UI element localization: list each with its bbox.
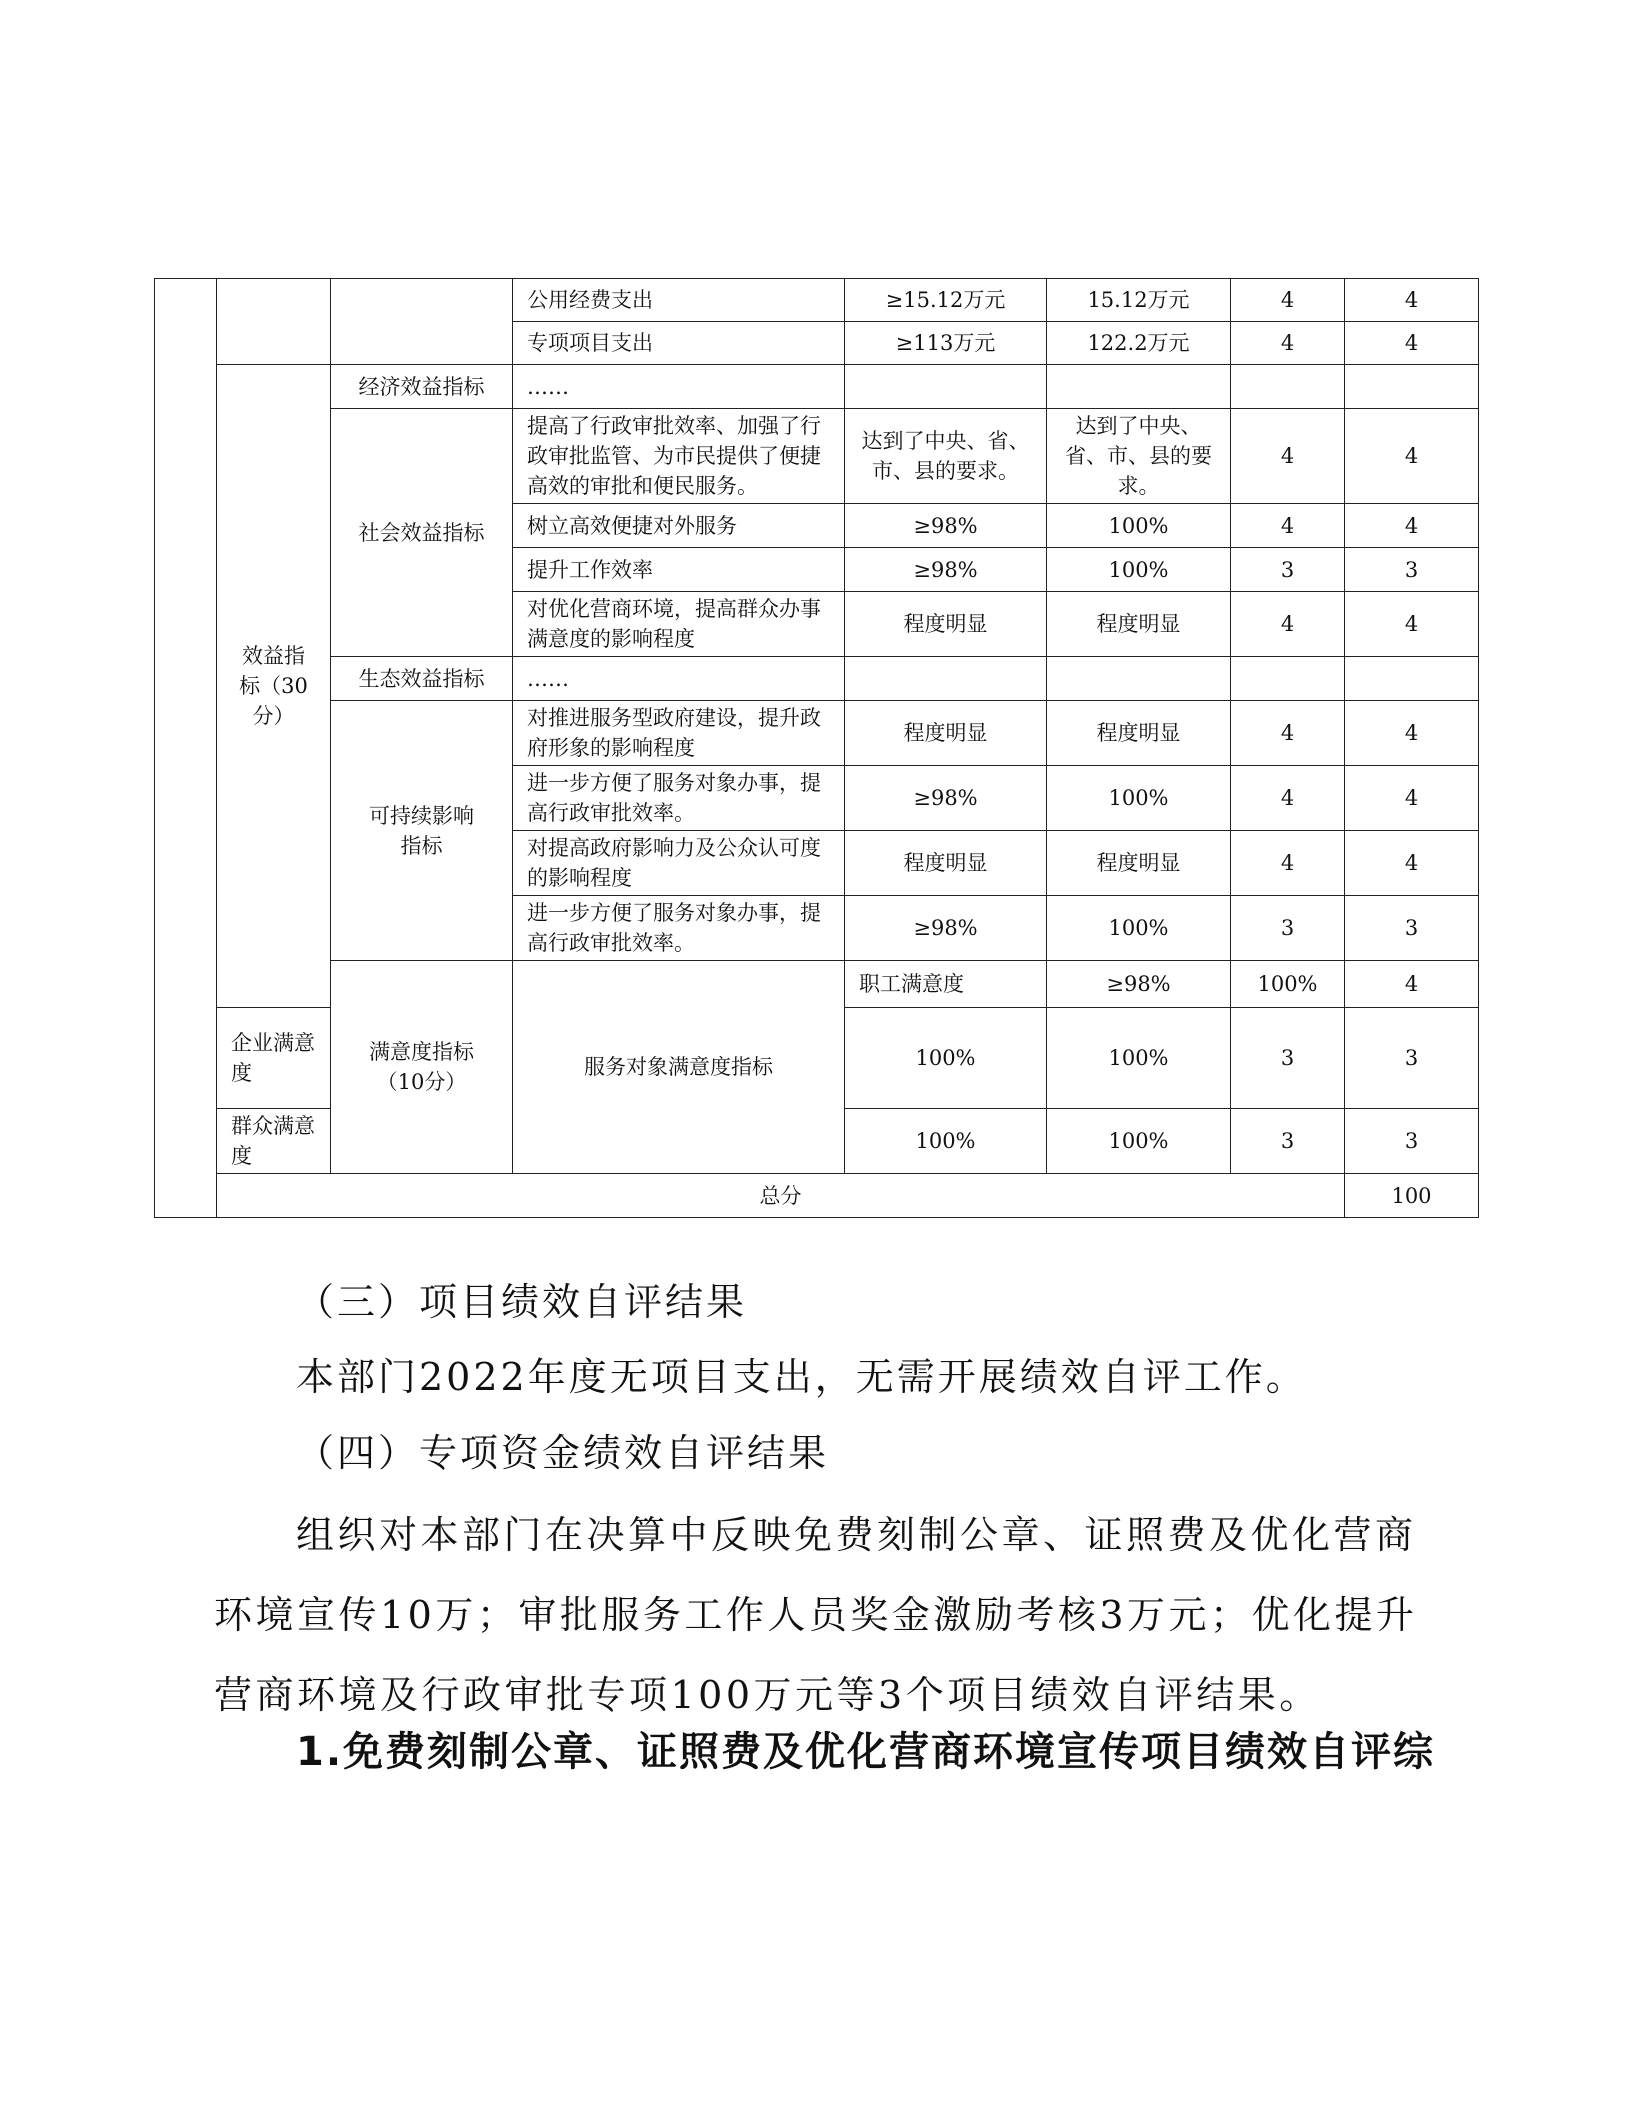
weight-cell: 4 [1345,961,1479,1008]
score-cell: 4 [1345,409,1479,504]
weight-cell: 4 [1231,592,1345,657]
item-cell: 群众满意度 [217,1109,331,1174]
section-3-heading: （三）项目绩效自评结果 [296,1280,748,1324]
weight-cell: 4 [1231,322,1345,365]
actual-cell: 100% [1047,504,1231,548]
target-cell: ≥98% [845,896,1047,961]
target-cell: ≥98% [845,504,1047,548]
weight-cell: 4 [1231,279,1345,322]
actual-cell: 100% [1047,766,1231,831]
item-cell: …… [513,365,845,409]
score-cell: 3 [1345,1109,1479,1174]
actual-cell [1047,365,1231,409]
actual-cell: 100% [1047,896,1231,961]
weight-cell: 3 [1231,1109,1345,1174]
section-4-body-text: 组织对本部门在决算中反映免费刻制公章、证照费及优化营商环境宣传10万；审批服务工作人员奖金激励考核3万元；优化提升营商环境及行政审批专项100万元等3个项目绩效自评结果。 [214,1513,1418,1717]
item-cell: 对推进服务型政府建设，提升政府形象的影响程度 [513,701,845,766]
score-cell [1345,657,1479,701]
score-cell: 3 [1345,896,1479,961]
weight-cell: 4 [1231,831,1345,896]
table-row [155,961,1479,1008]
table-row [155,279,1479,322]
weight-cell [1231,657,1345,701]
actual-cell: 122.2万元 [1047,322,1231,365]
target-cell: ≥98% [845,548,1047,592]
weight-cell: 3 [1231,1008,1345,1109]
item-cell: 专项项目支出 [513,322,845,365]
score-cell: 4 [1345,592,1479,657]
actual-cell: 程度明显 [1047,592,1231,657]
target-cell: ≥113万元 [845,322,1047,365]
score-cell: 4 [1345,279,1479,322]
table-cell-blank [155,279,217,1218]
score-cell: 3 [1345,548,1479,592]
ecological-label-cell: 生态效益指标 [331,657,513,701]
score-cell: 4 [1345,504,1479,548]
target-cell: 程度明显 [845,592,1047,657]
actual-cell [1047,657,1231,701]
weight-cell: 4 [1231,701,1345,766]
benefit-group-cell: 效益指标（30分） [217,365,331,1008]
weight-cell [1231,365,1345,409]
actual-cell: 100% [1047,548,1231,592]
score-cell: 4 [1345,831,1479,896]
performance-table [154,278,1479,1218]
target-cell: 程度明显 [845,701,1047,766]
actual-cell: 100% [1231,961,1345,1008]
target-cell [845,365,1047,409]
satisfaction-label-cell: 服务对象满意度指标 [513,961,845,1174]
actual-cell: 程度明显 [1047,831,1231,896]
total-weight-cell: 100 [1345,1174,1479,1218]
economic-label-cell: 经济效益指标 [331,365,513,409]
target-cell: ≥98% [845,766,1047,831]
score-cell [1345,365,1479,409]
satisfaction-group-cell: 满意度指标（10分） [331,961,513,1174]
weight-cell: 4 [1231,409,1345,504]
score-cell: 4 [1345,701,1479,766]
table-cell-blank [217,279,331,365]
actual-cell: 100% [1047,1109,1231,1174]
section-3-body: 本部门2022年度无项目支出，无需开展绩效自评工作。 [296,1355,1307,1399]
target-cell: 100% [845,1008,1047,1109]
target-cell [845,657,1047,701]
table-row [155,365,1479,409]
section-4-heading: （四）专项资金绩效自评结果 [296,1431,830,1475]
target-cell: 程度明显 [845,831,1047,896]
target-cell: ≥15.12万元 [845,279,1047,322]
weight-cell: 4 [1231,766,1345,831]
table-cell-blank [331,279,513,365]
item-cell: 公用经费支出 [513,279,845,322]
section-4-sub-heading: 1.免费刻制公章、证照费及优化营商环境宣传项目绩效自评综 [296,1729,1436,1775]
weight-cell: 4 [1231,504,1345,548]
score-cell: 4 [1345,322,1479,365]
item-cell: 树立高效便捷对外服务 [513,504,845,548]
actual-cell: 15.12万元 [1047,279,1231,322]
actual-cell: 100% [1047,1008,1231,1109]
target-cell: 100% [845,1109,1047,1174]
target-cell: ≥98% [1047,961,1231,1008]
score-cell: 3 [1345,1008,1479,1109]
section-4-body [214,1495,1424,1735]
item-cell: 职工满意度 [845,961,1047,1008]
actual-cell: 达到了中央、省、市、县的要求。 [1047,409,1231,504]
weight-cell: 3 [1231,896,1345,961]
weight-cell: 3 [1231,548,1345,592]
total-label-cell: 总分 [217,1174,1345,1218]
sustainable-label-cell: 可持续影响指标 [331,701,513,961]
item-cell: 进一步方便了服务对象办事，提高行政审批效率。 [513,896,845,961]
item-cell: 企业满意度 [217,1008,331,1109]
item-cell: 进一步方便了服务对象办事，提高行政审批效率。 [513,766,845,831]
item-cell: 提高了行政审批效率、加强了行政审批监管、为市民提供了便捷高效的审批和便民服务。 [513,409,845,504]
social-label-cell: 社会效益指标 [331,409,513,657]
item-cell: 对提高政府影响力及公众认可度的影响程度 [513,831,845,896]
score-cell: 4 [1345,766,1479,831]
actual-cell: 程度明显 [1047,701,1231,766]
item-cell: 提升工作效率 [513,548,845,592]
table-row [155,657,1479,701]
item-cell: …… [513,657,845,701]
table-row [155,701,1479,766]
table-row [155,409,1479,504]
item-cell: 对优化营商环境，提高群众办事满意度的影响程度 [513,592,845,657]
target-cell: 达到了中央、省、市、县的要求。 [845,409,1047,504]
table-total-row [155,1174,1479,1218]
